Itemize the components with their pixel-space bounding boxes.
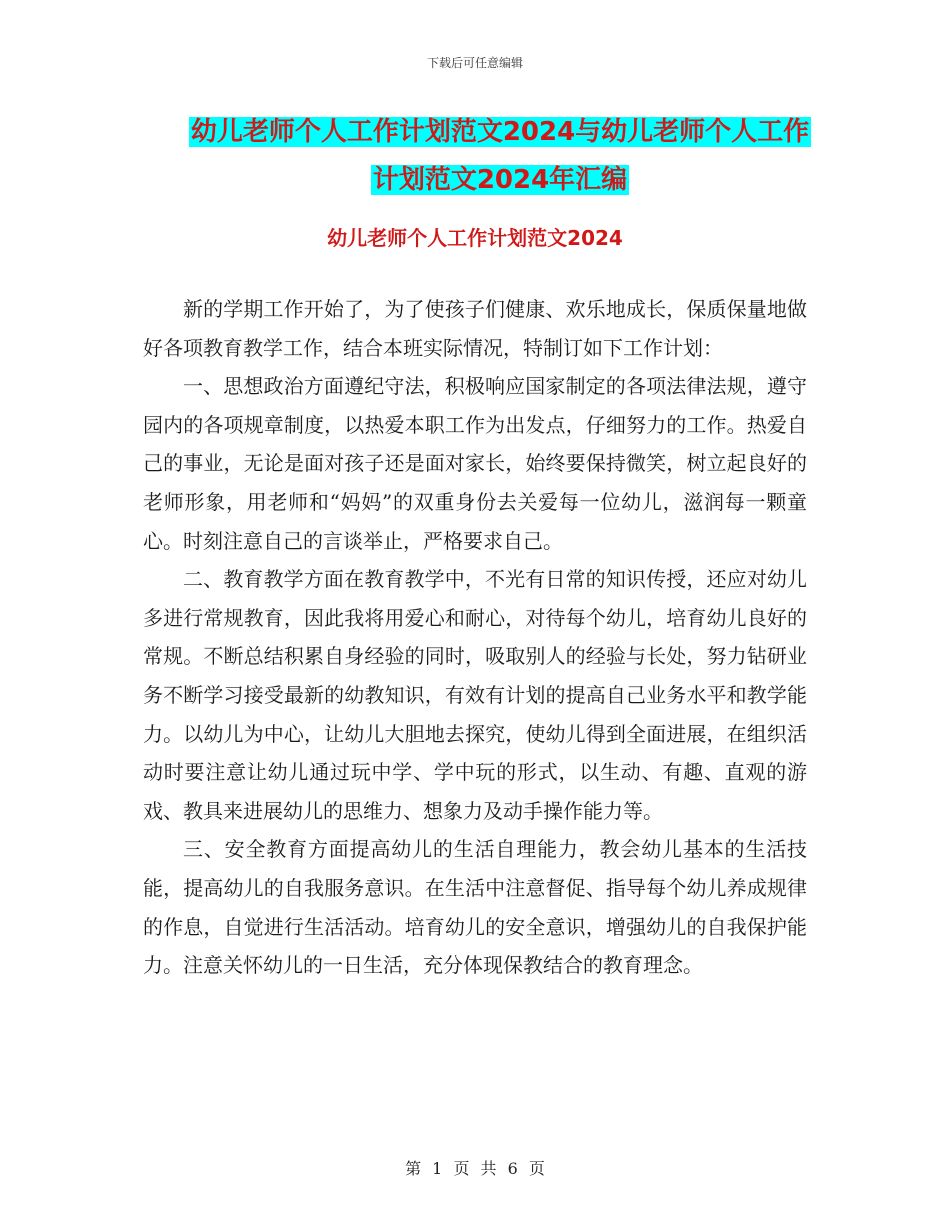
document-title <box>140 108 860 204</box>
page-header-note: 下载后可任意编辑 <box>426 56 523 70</box>
paragraph-ideology: 一、思想政治方面遵纪守法，积极响应国家制定的各项法律法规，遵守园内的各项规章制度，以热爱本职工作为出发点，仔细努力的工作。热爱自己的事业，无论是面对孩子还是面对家长，始终要保持微笑，树立起良好的老师形象，用老师和“妈妈”的双重身份去关爱每一位幼儿，滋润每一颗童心。时刻注意自己的言谈举止，严格要求自己。 <box>143 374 807 553</box>
page-number: 第 1 页 共 6 页 <box>405 1159 545 1178</box>
paragraph-teaching: 二、教育教学方面在教育教学中，不光有日常的知识传授，还应对幼儿多进行常规教育，因此我将用爱心和耐心，对待每个幼儿，培育幼儿良好的常规。不断总结积累自身经验的同时，吸取别人的经验与长处，努力钻研业务不断学习接受最新的幼教知识，有效有计划的提高自己业务水平和教学能力。以幼儿为中心，让幼儿大胆地去探究，使幼儿得到全面进展，在组织活动时要注意让幼儿通过玩中学、学中玩的形式，以生动、有趣、直观的游戏、教具来进展幼儿的思维力、想象力及动手操作能力等。 <box>143 567 807 823</box>
document-body <box>143 290 807 985</box>
document-title-line-2: 计划范文2024年汇编 <box>372 165 628 195</box>
paragraph-intro: 新的学期工作开始了，为了使孩子们健康、欢乐地成长，保质保量地做好各项教育教学工作，结合本班实际情况，特制订如下工作计划： <box>143 297 807 360</box>
paragraph-safety: 三、安全教育方面提高幼儿的生活自理能力，教会幼儿基本的生活技能，提高幼儿的自我服务意识。在生活中注意督促、指导每个幼儿养成规律的作息，自觉进行生活活动。培育幼儿的安全意识，增强幼儿的自我保护能力。注意关怀幼儿的一日生活，充分体现保教结合的教育理念。 <box>143 837 807 978</box>
document-title-line-1: 幼儿老师个人工作计划范文2024与幼儿老师个人工作 <box>190 117 810 147</box>
section-title: 幼儿老师个人工作计划范文2024 <box>327 226 623 250</box>
